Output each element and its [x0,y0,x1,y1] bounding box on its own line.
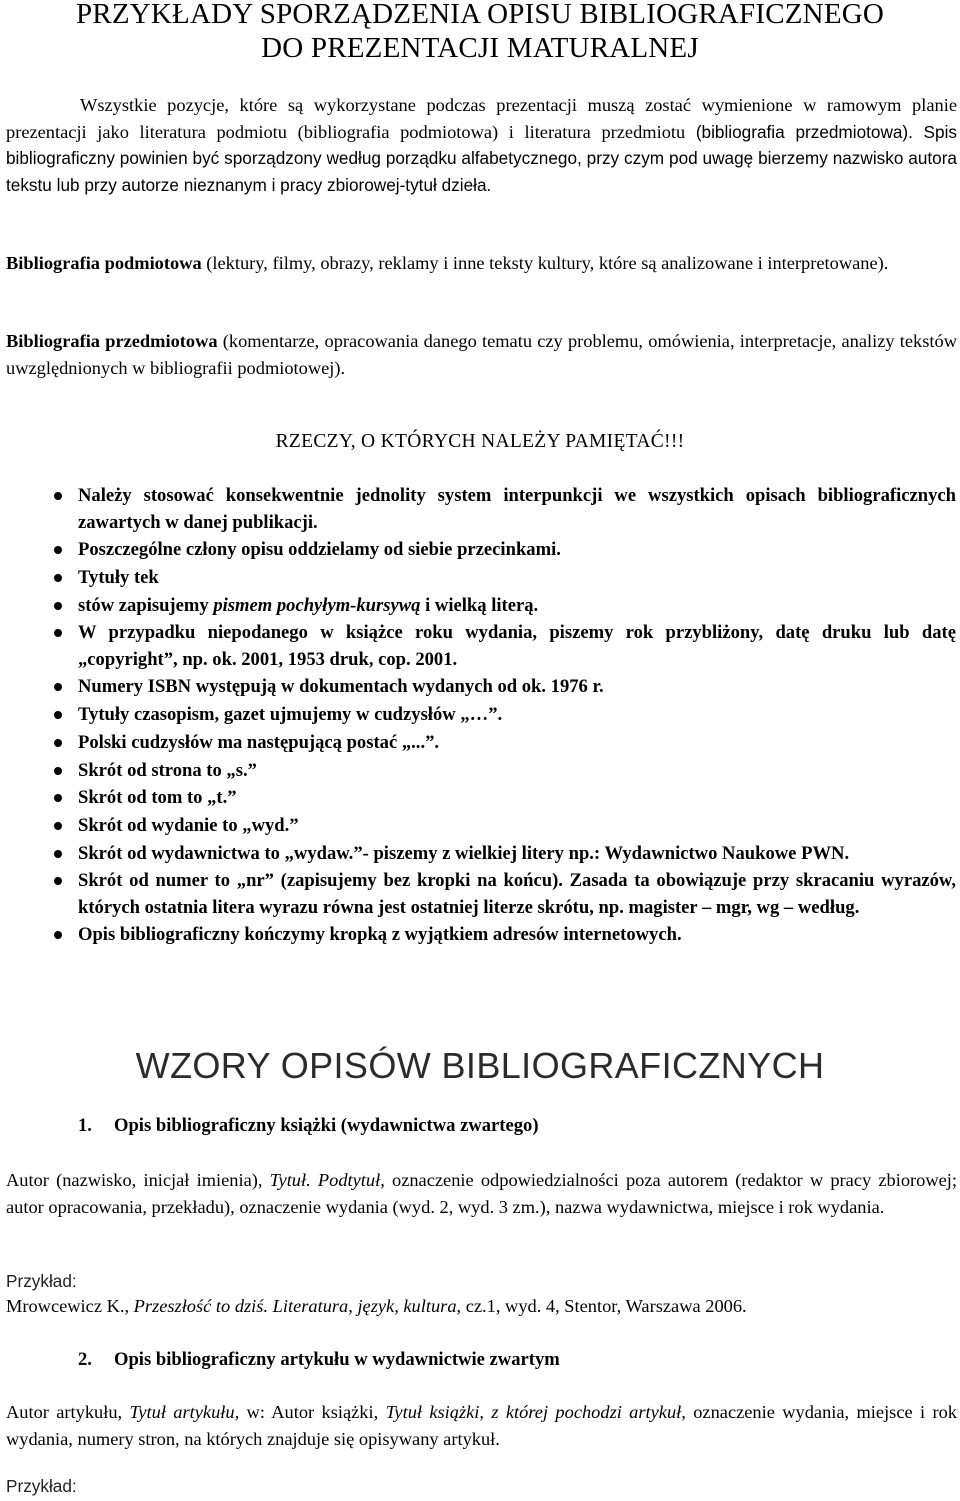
section-1-description: Autor (nazwisko, inicjał imienia), Tytuł. Podtytuł, oznaczenie odpowiedzialności poza autorem (redaktor w pracy zbiorowej; autor opracowania, przekładu), oznaczenie wydania (wyd. 2, wyd. 3 zm.), nazwa wydawnictwa, miejsce i rok wydania. [6,1170,958,1217]
intro-part-2: (bibliografia przedmiotowa). [695,121,913,142]
list-item: Należy stosować konsekwentnie jednolity system interpunkcji we wszystkich opisach bibliograficznych zawartych w danej publikacji. [0,483,960,536]
bullet-icon [54,794,62,802]
section-2-title: Opis bibliograficzny artykułu w wydawnictwie zwartym [114,1349,560,1370]
section-1-example-label: Przykład: [6,1271,77,1291]
bullet-icon [54,546,62,554]
bullet-icon [54,629,62,637]
list-item: Tytuły tek [0,565,960,592]
intro-part-3: Spis bibliograficzny powinien być sporządzony według porządku alfabetycznego, przy czym pod uwagę bierzemy nazwisko autora tekstu lub przy autorze nieznanym i pracy zbiorowej-tytuł dzieła. [6,121,957,195]
bibliografia-podmiotowa-term: Bibliografia podmiotowa [6,253,202,273]
intro-part-1: Wszystkie pozycje, które są wykorzystane podczas prezentacji muszą zostać wymienione w ramowym planie prezentacji jako literatura podmiotu (bibliografia podmiotowa) i literatura przedmiotu (bibliografia przedmiotowa). Spis bibliograficzny powinien być sporządzony według porządku alfabetycznego, przy czym pod uwagę bierzemy nazwisko autora tekstu lub przy autorze nieznanym i pracy zbiorowej-tytuł dzieła. [6,95,957,195]
list-item: Skrót od tom to „t.” [0,785,960,812]
section-1-example: Mrowcewicz K., Przeszłość to dziś. Literatura, język, kultura, cz.1, wyd. 4, Stentor, Warszawa 2006. [6,1296,747,1316]
list-item: stów zapisujemy pismem pochyłym-kursywą i wielką literą. [0,593,960,620]
bullet-icon [54,711,62,719]
section-2-description: Autor artykułu, Tytuł artykułu, w: Autor książki, Tytuł książki, z której pochodzi artykuł, oznaczenie wydania, miejsce i rok wydania, numery stron, na których znajduje się opisywany artykuł. [6,1402,957,1449]
list-item: Numery ISBN występują w dokumentach wydanych od ok. 1976 r. [0,674,960,701]
bullet-icon [54,739,62,747]
bullet-icon [54,931,62,939]
document-title [0,0,960,65]
bullet-icon [54,683,62,691]
list-item: Skrót od numer to „nr” (zapisujemy bez kropki na końcu). Zasada ta obowiązuje przy skracaniu wyrazów, których ostatnia litera wyrazu równa jest ostatniej literze skrótu, np. magister – mgr, wg – według. [0,868,960,921]
patterns-title: WZORY OPISÓW BIBLIOGRAFICZNYCH [135,1045,825,1086]
rules-list [0,483,960,950]
section-2-example-label: Przykład: [6,1476,77,1496]
list-item: Skrót od wydawnictwa to „wydaw.”- piszemy z wielkiej litery np.: Wydawnictwo Naukowe PWN. [0,841,960,868]
section-1-number: 1. [78,1115,92,1136]
list-item: Tytuły czasopism, gazet ujmujemy w cudzysłów „…”. [0,702,960,729]
bullet-icon [54,850,62,858]
list-item: Skrót od strona to „s.” [0,758,960,785]
bullet-icon [54,822,62,830]
bullet-icon [54,492,62,500]
remember-heading: RZECZY, O KTÓRYCH NALEŻY PAMIĘTAĆ!!! [275,431,685,452]
list-item: Opis bibliograficzny kończymy kropką z wyjątkiem adresów internetowych. [0,922,960,949]
list-item: W przypadku niepodanego w książce roku wydania, piszemy rok przybliżony, datę druku lub datę „copyright”, np. ok. 2001, 1953 druk, cop. 2001. [0,620,960,673]
bullet-icon [54,877,62,885]
list-item: Skrót od wydanie to „wyd.” [0,813,960,840]
title-line-2: DO PREZENTACJI MATURALNEJ [261,32,699,64]
bibliografia-przedmiotowa-paragraph [6,328,957,381]
bibliografia-podmiotowa-text: (lektury, filmy, obrazy, reklamy i inne teksty kultury, które są analizowane i interpretowane). [201,253,889,273]
bibliografia-przedmiotowa-term: Bibliografia przedmiotowa [6,331,218,351]
title-line-1: PRZYKŁADY SPORZĄDZENIA OPISU BIBLIOGRAFICZNEGO [75,0,885,30]
list-item: Polski cudzysłów ma następującą postać „...”. [0,730,960,757]
bibliografia-przedmiotowa-text: (komentarze, opracowania danego tematu czy problemu, omówienia, interpretacje, analizy tekstów uwzględnionych w bibliografii podmiotowej). [6,331,957,378]
bullet-icon [54,602,62,610]
bullet-icon [54,574,62,582]
section-1-heading [78,1115,539,1137]
bibliografia-podmiotowa-paragraph [6,250,957,277]
section-1-title: Opis bibliograficzny książki (wydawnictwa zwartego) [114,1115,539,1136]
intro-paragraph [6,92,957,198]
section-2-number: 2. [78,1349,92,1370]
bullet-icon [54,767,62,775]
section-2-heading [78,1349,560,1371]
list-item: Poszczególne człony opisu oddzielamy od siebie przecinkami. [0,537,960,564]
